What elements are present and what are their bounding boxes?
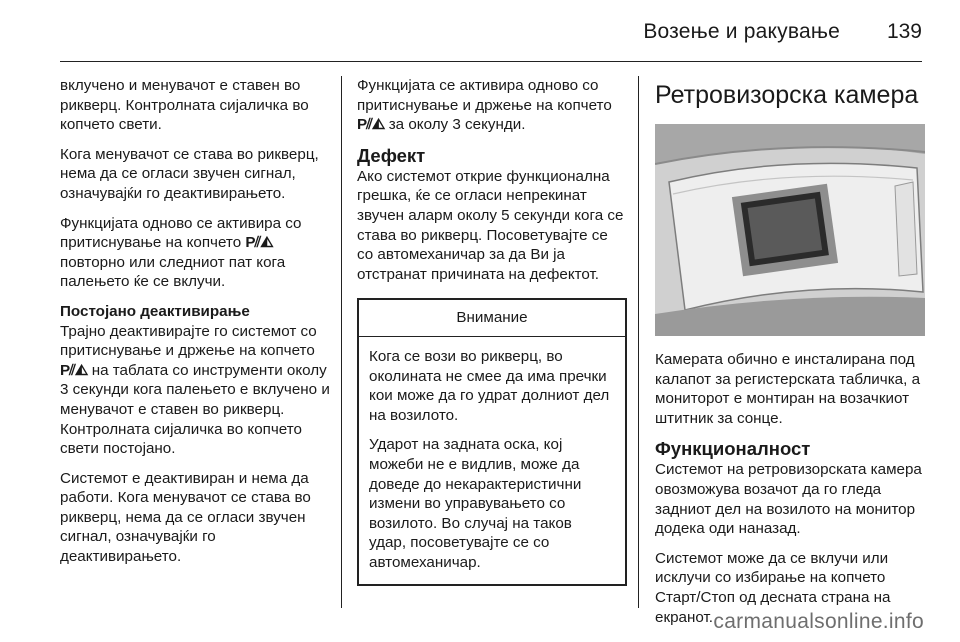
paragraph: Системот е деактивиран и нема да работи. Кога менувачот се става во рикверц, нема да се огласи звучен сигнал, означувајќи го деактивирањето. (60, 469, 311, 566)
section-heading: Постојано деактивирање (60, 302, 250, 320)
paragraph: Системот на ретровизорската камера овозможува возачот да го гледа задниот дел на возилото на монитор додека оди наназад. (655, 461, 922, 538)
column-right (655, 76, 925, 637)
paragraph: Функцијата одново се активира со притиснување на копчето P⫽◭ повторно или следниот пат кога палењето ќе се вклучи. (60, 214, 302, 291)
warning-box (357, 298, 627, 586)
paragraph: Кога менувачот се става во рикверц, нема да се огласи звучен сигнал, означувајќи го деактивирањето. (60, 145, 319, 202)
paragraph: Кога се вози во рикверц, во околината не смее да има пречки кои може да го удрат долниот дел на возилото. (369, 347, 610, 424)
sun-visor-monitor-illustration (655, 124, 925, 336)
watermark: carmanualsonline.info (713, 610, 924, 633)
header-divider (60, 61, 922, 62)
park-assist-icon: P⫽◭ (245, 234, 273, 252)
paragraph: Камерата обично е инсталирана под калапот за регистерската табличка, а мониторот е монтиран на возачкиот штитник за сонце. (655, 351, 921, 427)
paragraph: вклучено и менувачот е ставен во рикверц. Контролната сијаличка во копчето свети. (60, 77, 309, 134)
paragraph: Ако системот открие функционална грешка, ќе се огласи непрекинат звучен аларм околу 5 секунди кога се става во рикверц. Посоветувајте се со автомеханичар за да Ви ја отстранат причината на дефектот. (357, 167, 624, 283)
chapter-title: Ретровизорска камера (655, 81, 919, 109)
column-divider-2 (638, 76, 639, 608)
paragraph: Трајно деактивирајте го системот со притиснување и држење на копчето P⫽◭ на таблата со инструменти околу 3 секунди кога палењето е вклучено и менувачот е ставен во рикверц. Контролната сијаличка во копчето свети постојано. (60, 322, 330, 458)
warning-title: Внимание (359, 300, 625, 337)
park-assist-icon: P⫽◭ (357, 116, 385, 134)
paragraph: Функцијата се активира одново со притиснување и држење на копчето P⫽◭ за околу 3 секунди. (357, 77, 612, 134)
paragraph: Системот може да се вклучи или исклучи со избирање на копчето Старт/Стоп од десната страна на екранот. (655, 549, 891, 626)
column-middle (357, 76, 627, 586)
page-number: 139 (886, 20, 922, 43)
column-left (60, 76, 332, 577)
page-header (0, 0, 960, 60)
park-assist-icon: P⫽◭ (60, 361, 88, 379)
section-heading: Функционалност (655, 438, 811, 460)
column-divider-1 (341, 76, 342, 608)
page-title: Возење и ракување (643, 20, 840, 43)
section-heading: Дефект (357, 144, 426, 166)
paragraph: Ударот на задната оска, кој можеби не е видлив, може да доведе до некарактеристични измени во управувањето со возилото. Во случај на таков удар, посоветувајте се со автомеханичар. (369, 436, 582, 571)
